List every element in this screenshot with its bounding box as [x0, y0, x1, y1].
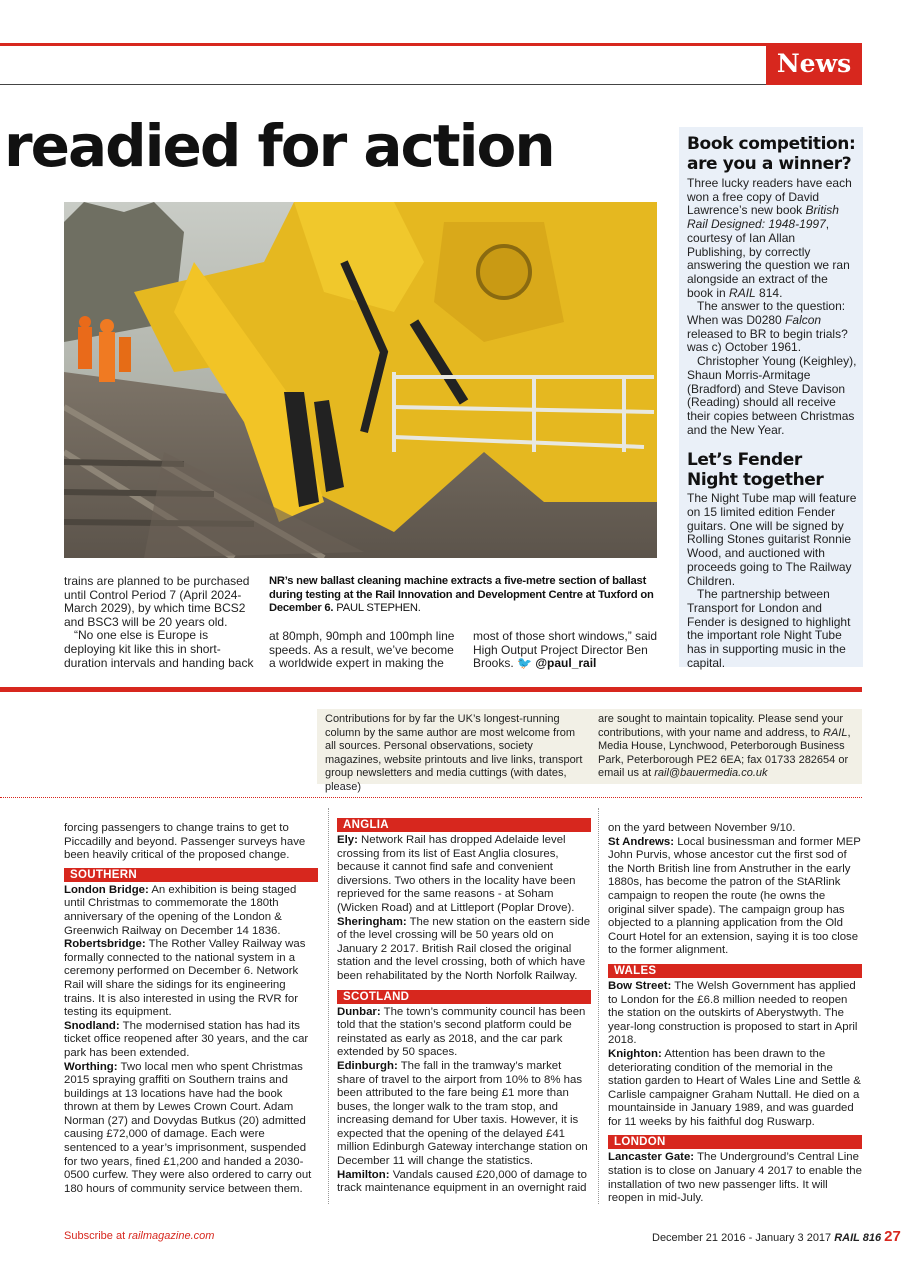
news-item: Bow Street: The Welsh Government has applied to London for the £6.8 million needed to reopen the station on the outskirts of Aberystwyth. The year-long construction is proposed to start in April 2018. — [608, 979, 858, 1047]
sidebar-content — [687, 134, 857, 671]
sidebar-paragraph: Three lucky readers have each won a free copy of David Lawrence’s new book British Rail Designed: 1948-1997, courtesy of Ian Allan Publishing, by correctly answering the question we ran alongside an extract of the book in RAIL 814. — [687, 176, 852, 300]
region-header-anglia: ANGLIA — [337, 818, 591, 832]
news-item: Ely: Network Rail has dropped Adelaide level crossing from its list of East Anglia closures, because it cannot find safe and convenient diversions. Two others in the locality have been reprieved for the same reasons - at Soham (Wicken Road) and at Littleport (Poplar Drove). — [337, 834, 576, 914]
news-item: Lancaster Gate: The Underground’s Central Line station is to close on January 4 2017 to enable the installation of two new passenger lifts. It will reopen in mid-July. — [608, 1151, 862, 1205]
page-headline: readied for action — [4, 112, 554, 180]
contributions-right: are sought to maintain topicality. Please send your contributions, with your name and address, to RAIL, Media House, Lynchwood, Peterborough Business Park, Peterborough PE2 6EA; fax 01733 282654 or email us at rail@bauermedia.co.uk — [598, 713, 851, 780]
sidebar-heading-fender: Let’s Fender Night together — [687, 450, 824, 491]
region-header-scotland: SCOTLAND — [337, 990, 591, 1004]
twitter-bird-icon: 🐦 — [517, 656, 532, 671]
column-divider — [328, 808, 329, 1204]
photo-credit: PAUL STEPHEN. — [336, 602, 421, 615]
sidebar-heading-competition: Book competition: are you a winner? — [687, 134, 856, 174]
footer-subscribe: Subscribe at railmagazine.com — [64, 1230, 215, 1242]
news-item: Knighton: Attention has been drawn to the deteriorating condition of the memorial in the station garden to Heart of Wales Line and Settle & Carlisle campaigner Graham Nuttall. He died on a mountainside in January 1989, and was guarded for 11 weeks by his faithful dog Ruswarp. — [608, 1047, 861, 1128]
news-column-2 — [337, 814, 591, 1196]
news-item: Worthing: Two local men who spent Christmas 2015 spraying graffiti on Southern trains and buildings at 13 locations have had the book thrown at them by Lewes Crown Court. Adam Norman (27) and Dovydas Butkus (20) admitted causing £72,000 of damage. Each were sentenced to a year’s imprisonment, suspended for two years, fined £1,200 and handed a 2030-0500 curfew. They were also ordered to carry out 180 hours of community service between them. — [64, 1060, 312, 1195]
column-divider — [598, 808, 599, 1204]
issue-date: December 21 2016 - January 3 2017 — [652, 1232, 832, 1244]
photo-caption — [269, 575, 657, 616]
news-column-3 — [608, 822, 862, 1206]
footer-folio — [652, 1228, 901, 1245]
section-tab: News — [766, 43, 862, 85]
article-column-1 — [64, 575, 254, 670]
region-header-wales: WALES — [608, 964, 862, 978]
magazine-issue: RAIL 816 — [834, 1232, 882, 1244]
contributions-left: Contributions for by far the UK’s longest-running column by the same author are most welcome from all sources. Personal observations, society magazines, website printouts and live links, transport group newsletters and media cuttings (with dates, please) — [325, 713, 583, 793]
article-paragraph: trains are planned to be purchased until Control Period 7 (April 2024-March 2029), by which time BCS2 and BSC3 will be 20 years old. — [64, 574, 250, 629]
ballast-machine-photo — [64, 202, 657, 558]
section-divider — [0, 687, 862, 692]
news-item: forcing passengers to change trains to get to Piccadilly and beyond. Passenger surveys have been heavily critical of the proposed change. — [64, 822, 306, 862]
article-paragraph: “No one else is Europe is deploying kit like this in short-duration intervals and handing back — [64, 628, 254, 670]
news-item: Sheringham: The new station on the eastern side of the level crossing will be 50 years old on January 2 2017. British Rail closed the original station and the level crossing, both of which have been rehabilitated by the North Norfolk Railway. — [337, 915, 591, 982]
sidebar-paragraph: The answer to the question: When was D0280 Falcon released to BR to begin trials? was c) October 1961. — [687, 299, 848, 355]
region-header-london: LONDON — [608, 1135, 862, 1149]
article-column-2: at 80mph, 90mph and 100mph line speeds. As a result, we’ve become a worldwide expert in making the — [269, 629, 455, 671]
email-link[interactable]: rail@bauermedia.co.uk — [654, 767, 768, 780]
dotted-divider — [0, 797, 862, 798]
news-item: on the yard between November 9/10. — [608, 822, 796, 834]
news-item: London Bridge: An exhibition is being staged until Christmas to commemorate the 180th anniversary of the opening of the London & Greenwich Railway on December 14 1836. — [64, 883, 297, 937]
article-paragraph: most of those short windows,” said High Output Project Director Ben Brooks. — [473, 629, 658, 671]
news-item: Hamilton: Vandals caused £20,000 of damage to track maintenance equipment in an overnight raid — [337, 1168, 587, 1195]
twitter-handle-link[interactable]: @paul_rail — [535, 656, 597, 671]
news-item: Robertsbridge: The Rother Valley Railway was formally connected to the national system in a ceremony performed on December 6. Network Rail will share the sidings for its engineering trains. It is also interested in using the RVR for testing its equipment. — [64, 938, 306, 1019]
caption-text: NR’s new ballast cleaning machine extracts a five-metre section of ballast during testing at the Rail Innovation and Development Centre at Tuxford on December 6. — [269, 575, 654, 615]
news-item: St Andrews: Local businessman and former MEP John Purvis, whose ancestor cut the first sod of the North British line from Anstruther in the early 1880s, has become the patron of the StARlink campaign to reopen the route (he owns the original silver spade). The campaign group has objected to a planning application from the Old Court Hotel for an extension, saying it is too close to the former alignment. — [608, 835, 861, 957]
header-underline — [0, 84, 862, 85]
sidebar-paragraph: Christopher Young (Keighley), Shaun Morris-Armitage (Bradford) and Steve Davison (Reading) should all receive their copies between Christmas and the New Year. — [687, 354, 857, 437]
article-column-3 — [473, 630, 663, 671]
page-number: 27 — [884, 1228, 901, 1245]
news-item: Snodland: The modernised station has had its ticket office reopened after 30 years, and the car park has been extended. — [64, 1019, 309, 1059]
sidebar-paragraph: The Night Tube map will feature on 15 limited edition Fender guitars. One will be signed by Rolling Stones guitarist Ronnie Wood, and auctioned with proceeds going to The Railway Children. — [687, 491, 857, 588]
subscribe-link[interactable]: railmagazine.com — [128, 1230, 215, 1242]
header-rule — [0, 43, 862, 46]
news-item: Dunbar: The town’s community council has been told that the station’s second platform could be reinstated as early as 2018, and the car park extended by 50 spaces. — [337, 1005, 586, 1059]
news-item: Edinburgh: The fall in the tramway’s market share of travel to the airport from 10% to 8% has been attributed to the fare being £1 more than buses, the longer walk to the tram stop, and increasing demand for Uber taxis. However, it is expected that the opening of the delayed £41 million Edinburgh Gateway interchange station on December 11 will change the statistics. — [337, 1059, 588, 1168]
region-header-southern: SOUTHERN — [64, 868, 318, 882]
news-column-1 — [64, 822, 318, 1196]
photo-illustration — [64, 202, 657, 558]
sidebar-paragraph: The partnership between Transport for London and Fender is designed to highlight the important role Night Tube has in supporting music in the capital. — [687, 587, 851, 670]
